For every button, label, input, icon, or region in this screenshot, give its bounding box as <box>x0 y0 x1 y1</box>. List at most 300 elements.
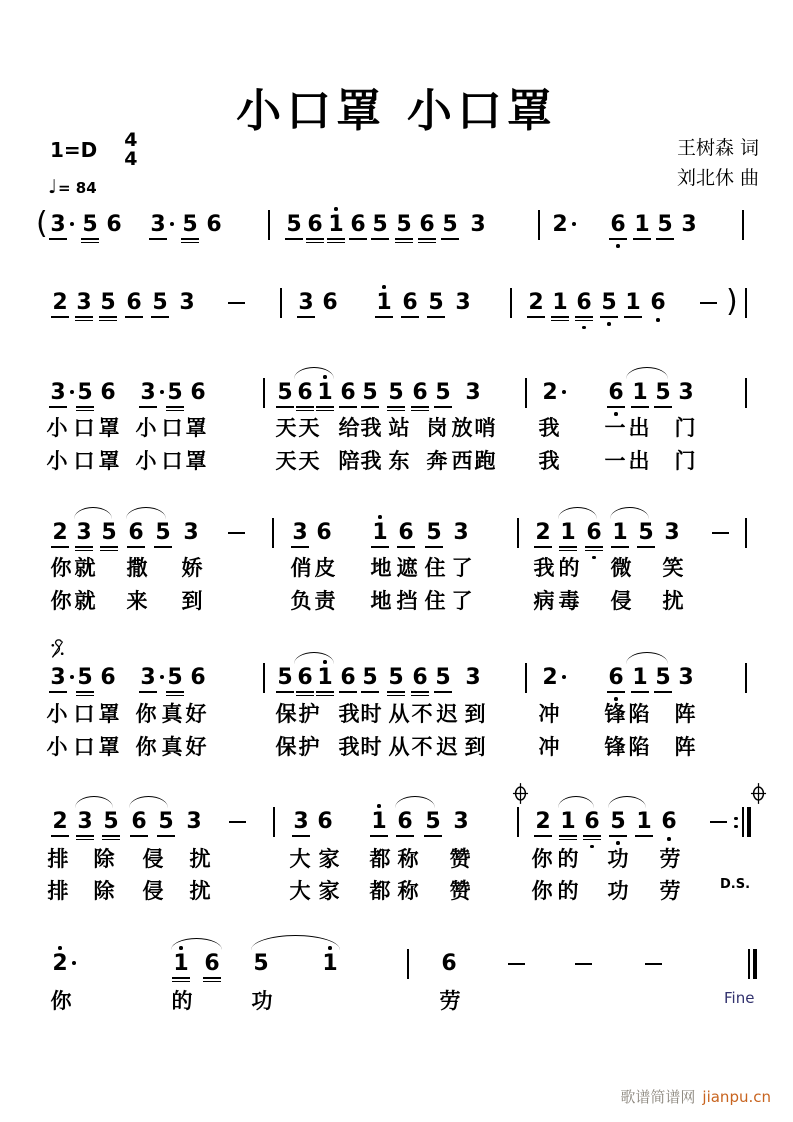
underline <box>559 839 577 841</box>
barline <box>745 663 747 693</box>
note-digit: 3 <box>293 810 309 834</box>
underline <box>575 316 593 318</box>
lyric-char: 跑 <box>474 449 496 473</box>
note-digit: 3 <box>140 381 156 405</box>
ds-mark: D.S. <box>720 877 751 892</box>
lyric-char: 称 <box>397 847 419 871</box>
lyric-char: 皮 <box>314 556 336 580</box>
held-note-dash <box>712 532 729 534</box>
lyric-char: 陷 <box>628 735 650 759</box>
held-note-dash <box>710 821 727 823</box>
close-paren: ) <box>726 284 738 319</box>
lyric-char: 除 <box>93 879 115 903</box>
lyric-char: 迟 <box>436 735 458 759</box>
lyric-char: 侵 <box>142 847 164 871</box>
note-digit: 5 <box>425 810 441 834</box>
lyric-char: 你 <box>135 735 157 759</box>
footer <box>620 1086 771 1107</box>
lyric-char: 小 <box>46 449 68 473</box>
note-digit: 6 <box>584 810 600 834</box>
lyric-char: 罩 <box>98 735 120 759</box>
underline <box>387 410 405 412</box>
note-digit: 5 <box>100 291 116 315</box>
note-digit: 1 <box>625 291 641 315</box>
underline <box>434 691 452 693</box>
note-digit: 3 <box>453 520 469 545</box>
thin-barline <box>748 949 750 979</box>
octave-dot-below <box>616 841 620 845</box>
underline <box>75 320 93 322</box>
lyric-char: 你 <box>50 556 72 580</box>
underline <box>637 546 655 548</box>
underline <box>285 238 303 240</box>
slur-arc <box>171 938 222 950</box>
lyric-char: 大 <box>289 879 311 903</box>
underline <box>411 695 429 697</box>
note-digit: 2 <box>542 381 558 405</box>
underline <box>81 242 99 244</box>
underline <box>633 238 651 240</box>
note-digit: 5 <box>158 810 174 834</box>
lyric-char: 给 <box>338 416 360 440</box>
underline <box>425 546 443 548</box>
lyric-char: 好 <box>185 702 207 726</box>
note-digit: 6 <box>412 666 428 690</box>
lyric-char: 时 <box>360 702 382 726</box>
underline <box>559 546 577 548</box>
note-digit: 1 <box>371 810 387 834</box>
underline <box>172 977 190 979</box>
underline <box>434 406 452 408</box>
lyric-char: 就 <box>74 556 96 580</box>
note-digit: 5 <box>655 381 671 405</box>
note-digit: 1 <box>173 952 189 976</box>
slur-arc <box>626 367 668 379</box>
lyric-char: 住 <box>424 589 446 613</box>
augmentation-dot <box>160 675 164 679</box>
barline <box>407 949 409 979</box>
note-digit: 5 <box>638 521 654 545</box>
note-digit: 5 <box>435 666 451 690</box>
underline <box>371 546 389 548</box>
note-digit: 1 <box>322 952 338 976</box>
note-digit: 6 <box>576 291 592 315</box>
note-digit: 2 <box>535 810 551 834</box>
augmentation-dot <box>562 675 566 679</box>
thin-barline <box>742 807 744 837</box>
underline <box>361 691 379 693</box>
lyric-char: 罩 <box>98 416 120 440</box>
underline <box>76 410 94 412</box>
lyric-char: 俏 <box>290 556 312 580</box>
note-digit: 6 <box>128 521 144 545</box>
augmentation-dot <box>70 390 74 394</box>
underline <box>600 316 618 318</box>
coda-icon <box>750 782 767 809</box>
lyric-char: 冲 <box>538 702 560 726</box>
lyric-char: 的 <box>171 989 193 1013</box>
note-digit: 2 <box>528 291 544 315</box>
underline <box>371 238 389 240</box>
lyric-char: 口 <box>73 702 95 726</box>
lyric-char: 到 <box>464 735 486 759</box>
note-digit: 1 <box>612 521 628 545</box>
underline <box>75 316 93 318</box>
underline <box>551 316 569 318</box>
lyric-char: 功 <box>251 989 273 1013</box>
open-paren: ( <box>36 206 48 241</box>
lyric-char: 护 <box>298 735 320 759</box>
lyric-char: 保 <box>275 702 297 726</box>
final-barline <box>748 949 760 979</box>
lyric-char: 的 <box>557 879 579 903</box>
underline <box>559 835 577 837</box>
lyric-char: 迟 <box>436 702 458 726</box>
underline <box>339 691 357 693</box>
note-digit: 1 <box>317 666 333 690</box>
note-digit: 6 <box>608 381 624 405</box>
underline <box>99 320 117 322</box>
underline <box>166 410 184 412</box>
note-digit: 6 <box>297 381 313 405</box>
underline <box>441 238 459 240</box>
underline <box>151 316 169 318</box>
underline <box>49 238 67 240</box>
barline <box>510 288 512 318</box>
lyric-char: 真 <box>161 702 183 726</box>
underline <box>203 981 221 983</box>
underline <box>395 242 413 244</box>
lyric-char: 来 <box>126 589 148 613</box>
note-digit: 2 <box>52 291 68 315</box>
slur-arc <box>75 796 113 808</box>
lyric-char: 放 <box>451 416 473 440</box>
lyric-char: 功 <box>607 879 629 903</box>
note-digit: 6 <box>398 521 414 545</box>
octave-dot-below <box>607 322 611 326</box>
underline <box>154 546 172 548</box>
underline <box>125 316 143 318</box>
held-note-dash <box>700 302 717 304</box>
composer-credit: 刘北休 曲 <box>676 167 759 189</box>
lyric-char: 都 <box>369 847 391 871</box>
slur-arc <box>294 652 334 664</box>
lyric-char: 从 <box>388 735 410 759</box>
lyric-char: 我 <box>360 416 382 440</box>
lyric-char: 赞 <box>449 879 471 903</box>
note-digit: 6 <box>190 665 206 690</box>
underline <box>551 320 569 322</box>
lyric-char: 小 <box>46 416 68 440</box>
underline <box>534 546 552 548</box>
time-denominator: 4 <box>124 148 138 170</box>
note-digit: 6 <box>397 810 413 834</box>
barline <box>273 807 275 837</box>
footer-site-link[interactable]: jianpu.cn <box>702 1088 771 1106</box>
note-digit: 3 <box>50 666 66 690</box>
note-digit: 5 <box>167 666 183 690</box>
underline <box>527 316 545 318</box>
note-digit: 3 <box>678 380 694 405</box>
underline <box>585 550 603 552</box>
note-digit: 6 <box>412 381 428 405</box>
underline <box>583 835 601 837</box>
lyric-char: 扰 <box>189 879 211 903</box>
note-digit: 5 <box>77 666 93 690</box>
underline <box>276 691 294 693</box>
quarter-note-icon: ♩ <box>48 176 57 198</box>
augmentation-dot <box>562 390 566 394</box>
lyric-char: 天 <box>298 449 320 473</box>
lyric-char: 罩 <box>98 449 120 473</box>
underline <box>49 406 67 408</box>
lyric-char: 劳 <box>659 847 681 871</box>
lyric-char: 口 <box>73 416 95 440</box>
thick-barline <box>753 949 757 979</box>
lyric-char: 都 <box>369 879 391 903</box>
fine-mark: Fine <box>724 989 755 1007</box>
note-digit: 3 <box>140 666 156 690</box>
lyric-char: 从 <box>388 702 410 726</box>
note-digit: 3 <box>186 809 202 834</box>
underline <box>203 977 221 979</box>
underline <box>139 406 157 408</box>
note-digit: 6 <box>100 380 116 405</box>
underline <box>349 238 367 240</box>
held-note-dash <box>508 963 525 965</box>
underline <box>75 550 93 552</box>
note-digit: 5 <box>396 213 412 237</box>
repeat-end-barline <box>742 807 754 837</box>
tempo-value: = 84 <box>57 179 97 197</box>
note-digit: 3 <box>179 290 195 315</box>
slur-arc <box>74 507 112 519</box>
note-digit: 2 <box>52 952 68 976</box>
lyric-char: 挡 <box>396 589 418 613</box>
lyricist-credit: 王树森 词 <box>676 137 759 159</box>
lyric-char: 阵 <box>674 735 696 759</box>
octave-dot-above <box>382 285 386 289</box>
slur-arc <box>251 935 340 950</box>
slur-arc <box>626 652 668 664</box>
lyric-char: 地 <box>370 589 392 613</box>
underline <box>49 691 67 693</box>
lyric-char: 罩 <box>98 702 120 726</box>
octave-dot-below <box>590 845 594 849</box>
lyric-char: 门 <box>674 416 696 440</box>
underline <box>361 406 379 408</box>
octave-dot-above <box>378 515 382 519</box>
underline <box>375 316 393 318</box>
note-digit: 1 <box>328 213 344 237</box>
lyric-char: 到 <box>464 702 486 726</box>
underline <box>631 691 649 693</box>
underline <box>401 316 419 318</box>
underline <box>635 835 653 837</box>
note-digit: 5 <box>655 666 671 690</box>
note-digit: 5 <box>428 291 444 315</box>
lyric-char: 侵 <box>610 589 632 613</box>
lyric-char: 小 <box>46 735 68 759</box>
octave-dot-below <box>582 326 586 330</box>
underline <box>102 839 120 841</box>
underline <box>387 695 405 697</box>
underline <box>585 546 603 548</box>
note-digit: 6 <box>317 809 333 834</box>
note-digit: 5 <box>372 213 388 237</box>
lyric-char: 不 <box>411 735 433 759</box>
lyric-char: 赞 <box>449 847 471 871</box>
note-digit: 5 <box>426 521 442 545</box>
lyric-char: 称 <box>397 879 419 903</box>
note-digit: 6 <box>206 212 222 237</box>
underline <box>172 981 190 983</box>
slur-arc <box>610 507 649 519</box>
underline <box>370 835 388 837</box>
lyric-char: 天 <box>275 449 297 473</box>
underline <box>427 316 445 318</box>
note-digit: 3 <box>76 521 92 545</box>
underline <box>316 691 334 693</box>
lyric-char: 除 <box>93 847 115 871</box>
lyric-char: 责 <box>314 589 336 613</box>
note-digit: 3 <box>76 291 92 315</box>
thick-barline <box>747 807 751 837</box>
underline <box>130 835 148 837</box>
lyric-char: 我 <box>338 735 360 759</box>
note-digit: 6 <box>402 291 418 315</box>
coda-icon <box>512 782 529 809</box>
held-note-dash <box>228 302 245 304</box>
underline <box>296 691 314 693</box>
underline <box>418 242 436 244</box>
lyric-char: 锋 <box>604 702 626 726</box>
note-digit: 1 <box>317 381 333 405</box>
lyric-char: 我 <box>533 556 555 580</box>
lyric-char: 冲 <box>538 735 560 759</box>
lyric-char: 你 <box>50 989 72 1013</box>
note-digit: 5 <box>388 666 404 690</box>
lyric-char: 罩 <box>185 416 207 440</box>
lyric-char: 我 <box>538 449 560 473</box>
note-digit: 5 <box>103 810 119 834</box>
note-digit: 6 <box>340 666 356 690</box>
note-digit: 5 <box>610 810 626 834</box>
lyric-char: 锋 <box>604 735 626 759</box>
underline <box>575 320 593 322</box>
octave-dot-below <box>667 837 671 841</box>
lyric-char: 口 <box>161 416 183 440</box>
augmentation-dot <box>170 222 174 226</box>
lyric-char: 一 <box>604 449 626 473</box>
underline <box>100 546 118 548</box>
note-digit: 5 <box>657 213 673 237</box>
underline <box>624 316 642 318</box>
note-digit: 5 <box>435 381 451 405</box>
note-digit: 3 <box>50 381 66 405</box>
underline <box>316 695 334 697</box>
footer-site-name: 歌谱简谱网 <box>620 1088 696 1106</box>
underline <box>339 406 357 408</box>
underline <box>181 242 199 244</box>
note-digit: 6 <box>316 520 332 545</box>
underline <box>99 316 117 318</box>
note-digit: 5 <box>277 381 293 405</box>
lyric-char: 娇 <box>181 556 203 580</box>
barline <box>538 210 540 240</box>
note-digit: 3 <box>298 291 314 315</box>
slur-arc <box>558 796 594 808</box>
underline <box>76 691 94 693</box>
underline <box>139 691 157 693</box>
lyric-char: 我 <box>338 702 360 726</box>
note-digit: 3 <box>664 520 680 545</box>
augmentation-dot <box>572 222 576 226</box>
slur-arc <box>129 796 168 808</box>
underline <box>418 238 436 240</box>
note-digit: 6 <box>650 291 666 315</box>
lyric-char: 你 <box>50 589 72 613</box>
underline <box>609 238 627 240</box>
underline <box>181 238 199 240</box>
note-digit: 3 <box>678 665 694 690</box>
barline <box>742 210 744 240</box>
note-digit: 5 <box>362 666 378 690</box>
lyric-char: 遮 <box>396 556 418 580</box>
underline <box>609 835 627 837</box>
underline <box>81 238 99 240</box>
lyric-char: 排 <box>47 879 69 903</box>
lyric-char: 一 <box>604 416 626 440</box>
underline <box>607 406 625 408</box>
lyric-char: 好 <box>185 735 207 759</box>
octave-dot-above <box>58 946 62 950</box>
lyric-char: 保 <box>275 735 297 759</box>
note-digit: 3 <box>77 810 93 834</box>
note-digit: 6 <box>608 666 624 690</box>
note-digit: 6 <box>190 380 206 405</box>
underline <box>306 242 324 244</box>
lyric-char: 天 <box>298 416 320 440</box>
lyric-char: 小 <box>135 416 157 440</box>
lyric-char: 了 <box>451 589 473 613</box>
note-digit: 1 <box>634 213 650 237</box>
barline <box>272 518 274 548</box>
lyric-char: 住 <box>424 556 446 580</box>
lyric-char: 出 <box>628 449 650 473</box>
underline <box>149 238 167 240</box>
underline <box>534 835 552 837</box>
underline <box>127 546 145 548</box>
note-digit: 3 <box>455 290 471 315</box>
augmentation-dot <box>160 390 164 394</box>
note-digit: 6 <box>106 212 122 237</box>
underline <box>296 410 314 412</box>
note-digit: 5 <box>362 381 378 405</box>
note-digit: 5 <box>101 521 117 545</box>
note-digit: 6 <box>340 381 356 405</box>
note-digit: 1 <box>632 381 648 405</box>
note-digit: 5 <box>388 381 404 405</box>
note-digit: 5 <box>155 521 171 545</box>
underline <box>607 691 625 693</box>
underline <box>387 406 405 408</box>
held-note-dash <box>229 821 246 823</box>
lyric-char: 大 <box>289 847 311 871</box>
note-digit: 6 <box>441 951 457 976</box>
lyric-char: 东 <box>388 449 410 473</box>
barline <box>745 518 747 548</box>
